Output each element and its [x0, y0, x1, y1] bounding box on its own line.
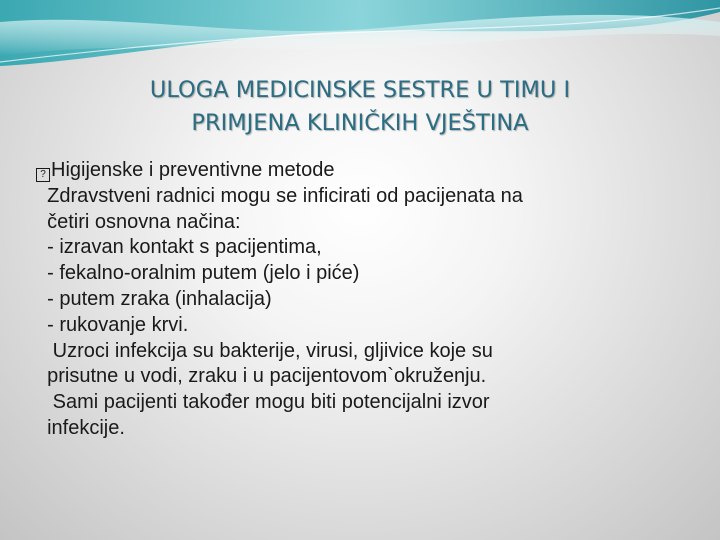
- bullet-heading-text: Higijenske i preventivne metode: [51, 159, 335, 181]
- bullet-heading: [36, 158, 676, 184]
- body-line-2: četiri osnovna načina:: [36, 210, 241, 233]
- body-line-6: - rukovanje krvi.: [36, 313, 189, 336]
- slide-body: [36, 158, 676, 442]
- slide-title-line-1: ULOGA MEDICINSKE SESTRE U TIMU I: [149, 77, 571, 103]
- slide-title-line-2: PRIMJENA KLINIČKIH VJEŠTINA: [191, 110, 529, 136]
- decorative-wave-header: [0, 0, 720, 80]
- body-line-7: Uzroci infekcija su bakterije, virusi, gljivice koje su: [36, 339, 493, 362]
- body-line-5: - putem zraka (inhalacija): [36, 287, 272, 310]
- body-line-4: - fekalno-oralnim putem (jelo i piće): [36, 262, 360, 285]
- missing-glyph-bullet-icon: ?: [36, 168, 50, 182]
- body-line-8: prisutne u vodi, zraku i u pacijentovom`okruženju.: [36, 365, 487, 388]
- body-line-9: Sami pacijenti također mogu biti potencijalni izvor: [36, 391, 490, 414]
- body-line-3: - izravan kontakt s pacijentima,: [36, 236, 322, 259]
- body-line-10: infekcije.: [36, 416, 125, 439]
- body-line-1: Zdravstveni radnici mogu se inficirati od pacijenata na: [36, 184, 523, 207]
- slide-title: [40, 74, 680, 140]
